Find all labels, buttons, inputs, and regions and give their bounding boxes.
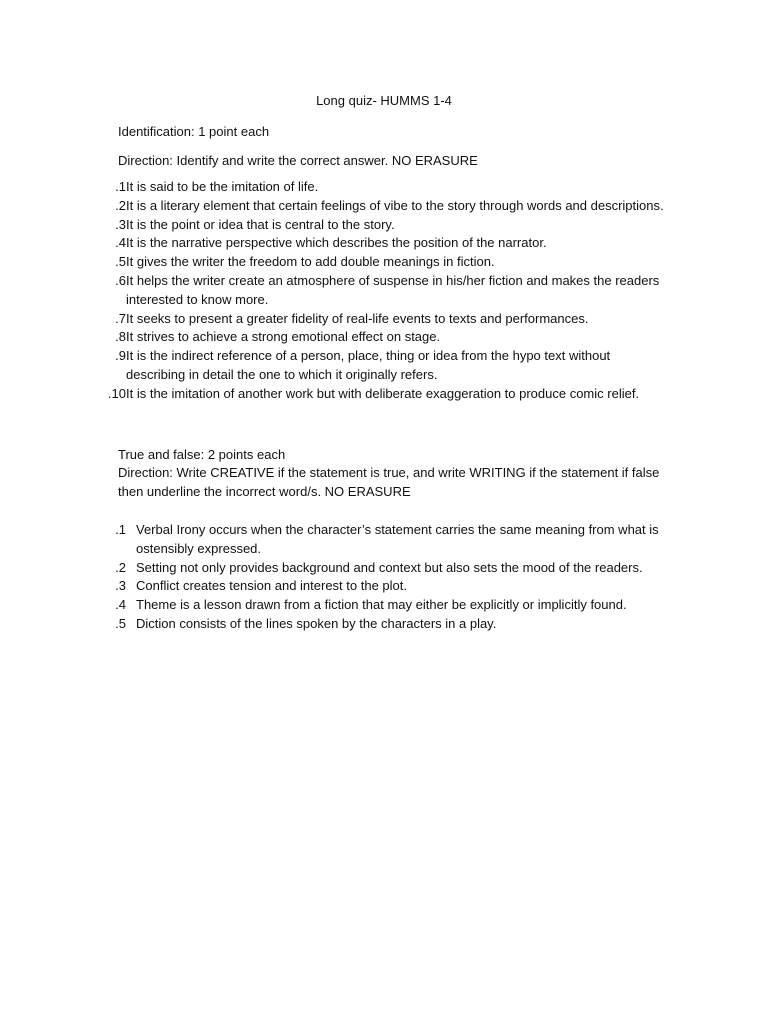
item-number: 4. <box>115 597 126 613</box>
item-number: 5. <box>115 254 126 270</box>
list-item <box>115 178 678 197</box>
item-number: 6. <box>115 272 126 288</box>
list-item <box>115 197 678 216</box>
item-number: 1. <box>115 179 126 194</box>
list-item <box>115 272 678 310</box>
item-number: 3. <box>115 216 126 232</box>
identification-direction: Direction: Identify and write the correct answer. NO ERASURE <box>118 153 478 168</box>
true-false-section <box>115 445 678 634</box>
list-item <box>115 347 678 385</box>
item-number: 1. <box>115 522 126 537</box>
identification-heading: Identification: 1 point each <box>118 124 270 139</box>
list-item <box>115 521 678 559</box>
item-text: It helps the writer create an atmosphere of suspense in his/her fiction and makes the readers interested to know more. <box>126 272 660 307</box>
identification-list <box>107 178 678 404</box>
list-item <box>115 234 678 253</box>
list-item <box>115 577 678 596</box>
item-number: 10. <box>107 385 126 401</box>
list-item <box>115 559 678 578</box>
item-text: Diction consists of the lines spoken by the characters in a play. <box>136 615 497 631</box>
item-number: 9. <box>115 348 126 364</box>
item-number: 8. <box>115 329 126 345</box>
item-number: 3. <box>115 578 126 594</box>
item-text: It is a literary element that certain feelings of vibe to the story through words and descriptions. <box>126 197 664 213</box>
list-item <box>115 216 678 235</box>
list-item <box>107 385 678 404</box>
item-text: It is the indirect reference of a person, place, thing or idea from the hypo text without describing in detail the one to which it originally refers. <box>126 348 611 382</box>
item-text: It is said to be the imitation of life. <box>126 179 319 194</box>
item-text: Verbal Irony occurs when the character’s statement carries the same meaning from what is ostensibly expressed. <box>136 522 659 556</box>
item-text: It is the point or idea that is central to the story. <box>126 216 395 232</box>
item-number: 2. <box>115 197 126 213</box>
true-false-direction: Direction: Write CREATIVE if the statement is true, and write WRITING if the statement if false then underline the incorrect word/s. NO ERASURE <box>118 465 660 499</box>
item-number: 2. <box>115 559 126 575</box>
item-number: 4. <box>115 235 126 251</box>
item-text: It strives to achieve a strong emotional effect on stage. <box>126 329 441 345</box>
list-item <box>115 253 678 272</box>
list-item <box>115 615 678 634</box>
list-item <box>115 310 678 329</box>
item-text: It seeks to present a greater fidelity of real-life events to texts and performances. <box>126 310 589 326</box>
identification-section <box>107 122 678 404</box>
item-number: 7. <box>115 310 126 326</box>
true-false-list <box>115 521 678 634</box>
item-text: Setting not only provides background and context but also sets the mood of the readers. <box>136 559 643 575</box>
item-text: Conflict creates tension and interest to the plot. <box>136 578 407 594</box>
item-text: Theme is a lesson drawn from a fiction that may either be explicitly or implicitly found. <box>136 597 627 613</box>
item-text: It is the narrative perspective which describes the position of the narrator. <box>126 235 547 251</box>
true-false-heading: True and false: 2 points each <box>118 447 286 462</box>
list-item <box>115 596 678 615</box>
item-number: 5. <box>115 615 126 631</box>
item-text: It gives the writer the freedom to add double meanings in fiction. <box>126 254 495 270</box>
list-item <box>115 328 678 347</box>
item-text: It is the imitation of another work but with deliberate exaggeration to produce comic relief. <box>126 385 640 401</box>
quiz-title: Long quiz- HUMMS 1-4 <box>316 93 452 108</box>
